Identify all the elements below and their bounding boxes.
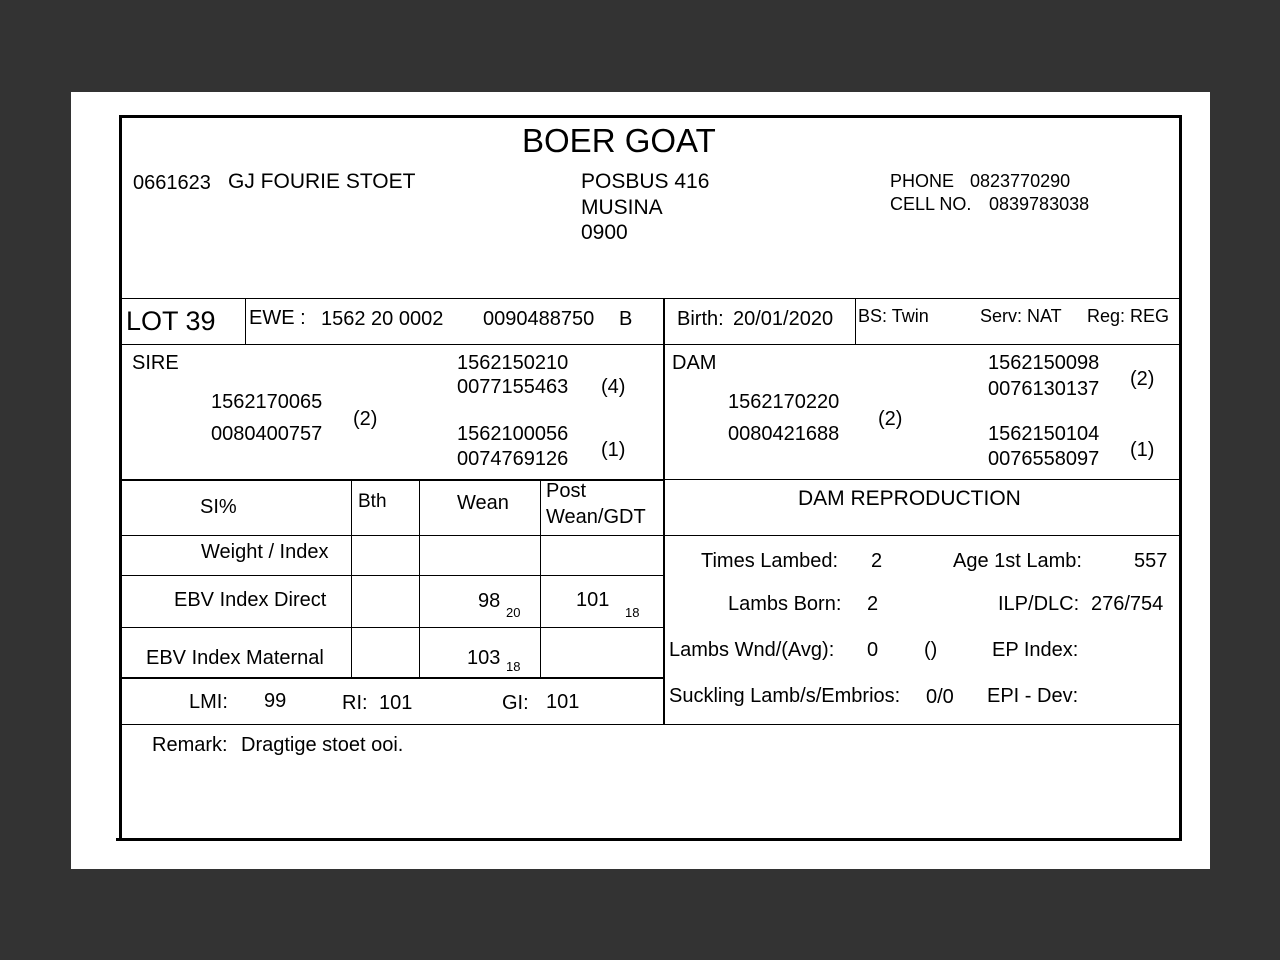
lambs-born-value: 2 xyxy=(867,593,879,615)
dam-granddam-id: 1562150104 xyxy=(988,423,1100,445)
ri-value: 101 xyxy=(379,692,413,714)
phone-number: 0823770290 xyxy=(970,171,1071,191)
sire-grandsire-reg: 0077155463 xyxy=(457,376,569,398)
dam-grandsire-count: (2) xyxy=(1130,368,1155,390)
dam-reg: 0080421688 xyxy=(728,423,840,445)
column-birth: Bth xyxy=(358,491,387,512)
direct-post-subscript: 18 xyxy=(625,605,640,620)
times-lambed-value: 2 xyxy=(871,550,883,572)
divider-h6 xyxy=(121,627,665,628)
divider-h5 xyxy=(121,575,665,576)
sire-grandsire-count: (4) xyxy=(601,376,626,398)
ilp-dlc-label: ILP/DLC: xyxy=(998,593,1080,615)
service-type: Serv: NAT xyxy=(980,306,1062,326)
lambs-weaned-value: 0 xyxy=(867,639,879,661)
times-lambed-label: Times Lambed: xyxy=(701,550,839,572)
cell-number: 0839783038 xyxy=(989,194,1090,214)
dam-count: (2) xyxy=(878,408,903,430)
row-ebv-direct: EBV Index Direct xyxy=(174,589,327,611)
dam-grandsire-id: 1562150098 xyxy=(988,352,1100,374)
divider-v-lot xyxy=(245,298,246,344)
sire-count: (2) xyxy=(353,408,378,430)
divider-h3-right xyxy=(665,479,1180,480)
divider-h7 xyxy=(121,677,665,679)
divider-h8 xyxy=(121,724,1180,725)
maternal-wean-subscript: 18 xyxy=(506,659,521,674)
lambs-weaned-label: Lambs Wnd/(Avg): xyxy=(669,639,835,661)
card-title: BOER GOAT xyxy=(522,122,716,159)
divider-v-center xyxy=(663,298,665,725)
suckling-label: Suckling Lamb/s/Embrios: xyxy=(669,685,901,707)
row-weight-index: Weight / Index xyxy=(201,541,329,563)
direct-wean-subscript: 20 xyxy=(506,605,521,620)
breeder-name: GJ FOURIE STOET xyxy=(228,170,416,193)
lambs-weaned-average: () xyxy=(924,639,938,661)
sire-granddam-count: (1) xyxy=(601,439,626,461)
divider-h1 xyxy=(121,298,1180,299)
row-ebv-maternal: EBV Index Maternal xyxy=(146,647,324,669)
lot-number: LOT 39 xyxy=(126,306,216,336)
sire-grandsire-id: 1562150210 xyxy=(457,352,569,374)
address-line-1: POSBUS 416 xyxy=(581,170,710,193)
divider-v-post xyxy=(540,480,541,678)
si-percent-label: SI% xyxy=(200,496,237,518)
ewe-id: 1562 20 0002 xyxy=(321,308,444,330)
ewe-label: EWE : xyxy=(249,307,306,329)
border-bottom xyxy=(116,838,1181,841)
divider-h4 xyxy=(121,535,1180,536)
address-line-3: 0900 xyxy=(581,221,628,244)
direct-wean-value: 98 xyxy=(478,590,501,612)
column-wean: Wean xyxy=(457,492,509,514)
ewe-grade: B xyxy=(619,308,633,330)
border-top xyxy=(119,115,1182,118)
sire-granddam-id: 1562100056 xyxy=(457,423,569,445)
birth-status: BS: Twin xyxy=(858,306,929,326)
ep-index-label: EP Index: xyxy=(992,639,1079,661)
gi-value: 101 xyxy=(546,691,580,713)
ewe-reg-number: 0090488750 xyxy=(483,308,595,330)
age-first-lamb-value: 557 xyxy=(1134,550,1168,572)
age-first-lamb-label: Age 1st Lamb: xyxy=(953,550,1082,572)
sire-label: SIRE xyxy=(132,352,179,374)
birth-date: 20/01/2020 xyxy=(733,308,834,330)
dam-label: DAM xyxy=(672,352,717,374)
sire-reg: 0080400757 xyxy=(211,423,323,445)
divider-h2 xyxy=(121,344,1180,345)
dam-granddam-reg: 0076558097 xyxy=(988,448,1100,470)
sire-granddam-reg: 0074769126 xyxy=(457,448,569,470)
dam-reproduction-title: DAM REPRODUCTION xyxy=(798,487,1021,510)
dam-id: 1562170220 xyxy=(728,391,840,413)
birth-label: Birth: xyxy=(677,308,724,330)
direct-post-value: 101 xyxy=(576,589,610,611)
ri-label: RI: xyxy=(342,692,368,714)
phone-label: PHONE xyxy=(890,171,955,191)
column-post-line1: Post xyxy=(546,480,587,502)
divider-v-wean xyxy=(419,480,420,678)
maternal-wean-value: 103 xyxy=(467,647,501,669)
dam-grandsire-reg: 0076130137 xyxy=(988,378,1100,400)
epi-dev-label: EPI - Dev: xyxy=(987,685,1079,707)
divider-v-bth xyxy=(351,480,352,678)
remark-text: Dragtige stoet ooi. xyxy=(241,734,404,756)
lmi-label: LMI: xyxy=(189,691,228,713)
cell-label: CELL NO. xyxy=(890,194,972,214)
sire-id: 1562170065 xyxy=(211,391,323,413)
border-right xyxy=(1179,115,1182,841)
column-post-line2: Wean/GDT xyxy=(546,506,646,528)
breeder-code: 0661623 xyxy=(133,172,211,194)
gi-label: GI: xyxy=(502,692,529,714)
border-left xyxy=(119,115,122,841)
lambs-born-label: Lambs Born: xyxy=(728,593,842,615)
catalogue-card xyxy=(71,92,1210,869)
dam-granddam-count: (1) xyxy=(1130,439,1155,461)
divider-v-birth xyxy=(855,298,856,344)
suckling-value: 0/0 xyxy=(926,686,954,708)
address-line-2: MUSINA xyxy=(581,196,663,219)
remark-label: Remark: xyxy=(152,734,228,756)
ilp-dlc-value: 276/754 xyxy=(1091,593,1164,615)
registration-status: Reg: REG xyxy=(1087,306,1170,326)
lmi-value: 99 xyxy=(264,690,287,712)
